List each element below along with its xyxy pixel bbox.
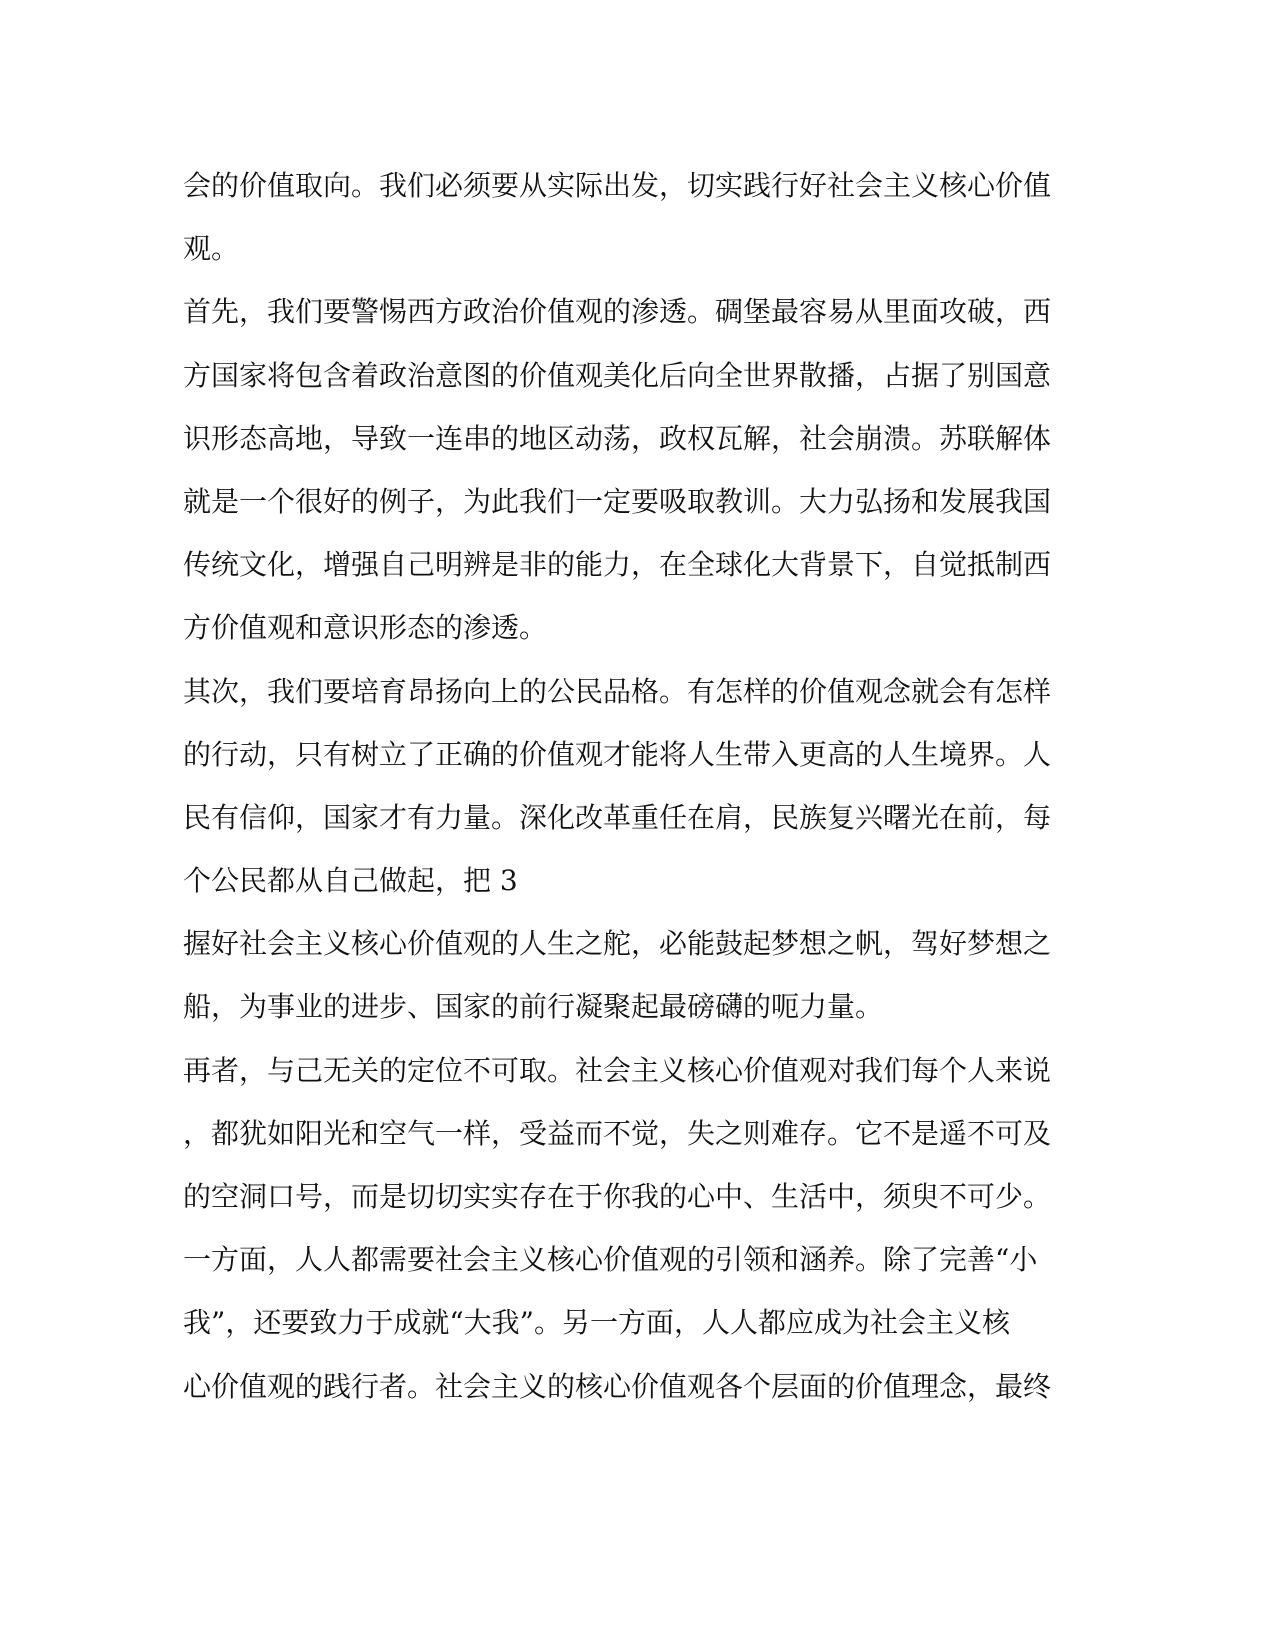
text-line: 识形态高地，导致一连串的地区动荡，政权瓦解，社会崩溃。苏联解体: [183, 421, 1052, 455]
text-line: ，都犹如阳光和空气一样，受益而不觉，失之则难存。它不是遥不可及: [183, 1116, 1052, 1150]
text-line: 船，为事业的进步、国家的前行凝聚起最磅礴的呃力量。: [183, 990, 884, 1024]
text-line: 再者，与己无关的定位不可取。社会主义核心价值观对我们每个人来说: [183, 1053, 1052, 1087]
text-line: 的行动，只有树立了正确的价值观才能将人生带入更高的人生境界。人: [183, 737, 1052, 771]
text-line: 观。: [183, 232, 240, 266]
text-line: 握好社会主义核心价值观的人生之舵，必能鼓起梦想之帆，驾好梦想之: [183, 927, 1052, 961]
text-line: 就是一个很好的例子，为此我们一定要吸取教训。大力弘扬和发展我国: [183, 484, 1052, 518]
text-line: 个公民都从自己做起，把 3: [183, 864, 518, 898]
text-line: 的空洞口号，而是切切实实存在于你我的心中、生活中，须臾不可少。: [183, 1180, 1052, 1213]
text-line: 会的价值取向。我们必须要从实际出发，切实践行好社会主义核心价值: [183, 169, 1052, 202]
text-line: 其次，我们要培育昂扬向上的公民品格。有怎样的价值观念就会有怎样: [183, 674, 1052, 708]
text-line: 传统文化，增强自己明辨是非的能力，在全球化大背景下，自觉抵制西: [183, 548, 1052, 582]
body-text: [183, 154, 1083, 1418]
text-line: 我”，还要致力于成就“大我”。另一方面，人人都应成为社会主义核: [183, 1306, 1010, 1340]
text-line: 方价值观和意识形态的渗透。: [183, 611, 548, 645]
text-line: 民有信仰，国家才有力量。深化改革重任在肩，民族复兴曙光在前，每: [183, 800, 1052, 834]
text-line: 一方面，人人都需要社会主义核心价值观的引领和涵养。除了完善“小: [183, 1243, 1038, 1277]
text-line: 心价值观的践行者。社会主义的核心价值观各个层面的价值理念，最终: [183, 1369, 1052, 1403]
text-line: 方国家将包含着政治意图的价值观美化后向全世界散播，占据了别国意: [183, 358, 1052, 392]
text-line: 首先，我们要警惕西方政治价值观的渗透。碉堡最容易从里面攻破，西: [183, 295, 1052, 329]
